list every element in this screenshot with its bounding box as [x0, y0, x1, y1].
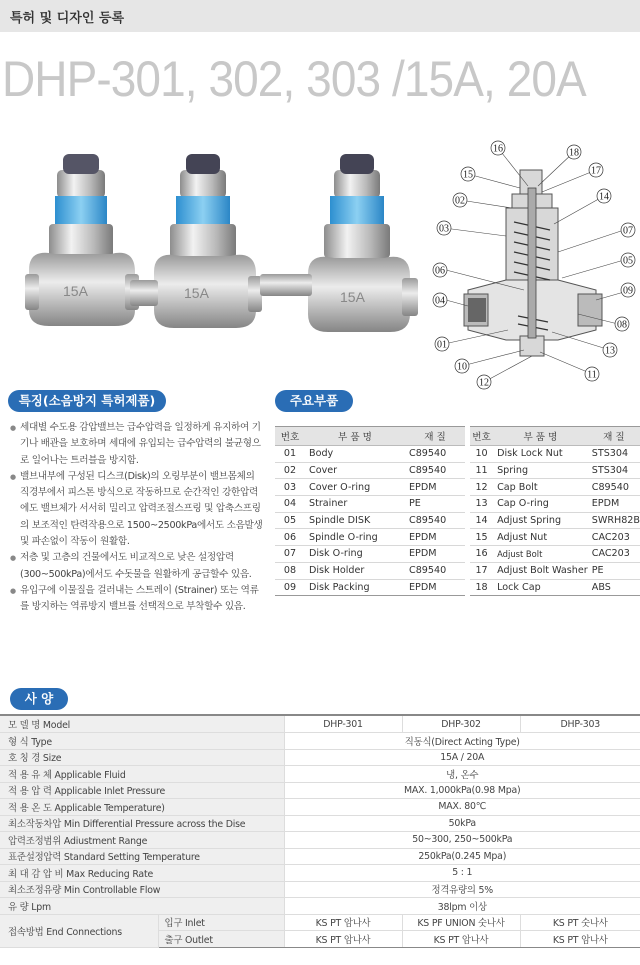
table-row: 08 Disk Holder C89540	[275, 562, 465, 579]
callout-18	[567, 145, 581, 159]
table-row: 06 Spindle O-ring EPDM	[275, 529, 465, 546]
features-list	[10, 420, 265, 616]
parts-header-row	[275, 427, 465, 446]
spec-row: 압력조정범위 Adiustment Range 50~300, 250~500kPa	[0, 832, 640, 849]
spec-row: 최소조정유량 Min Controllable Flow 정격유량의 5%	[0, 881, 640, 898]
cross-section-diagram	[428, 140, 640, 390]
features-heading: 특징(소음방지 특허제품)	[8, 390, 166, 412]
spec-row: 호 칭 경 Size 15A / 20A	[0, 749, 640, 766]
table-row: 03 Cover O-ring EPDM	[275, 479, 465, 496]
col-material: 재 질	[405, 427, 465, 446]
svg-text:04: 04	[435, 295, 445, 307]
callout-01	[435, 337, 449, 351]
spec-row-inlet: 접속방법 End Connections 입구 Inlet KS PT 암나사 KS PF UNION 숫나사 KS PT 숫나사	[0, 914, 640, 931]
callout-16	[491, 141, 505, 155]
svg-text:02: 02	[455, 195, 465, 207]
spec-heading: 사 양	[10, 688, 68, 710]
table-row: 18 Lock Cap ABS	[470, 579, 640, 596]
table-row: 02 Cover C89540	[275, 462, 465, 479]
col-material: 재 질	[588, 427, 640, 446]
spec-table	[0, 716, 640, 948]
table-row: 16 Adjust Bolt CAC203	[470, 546, 640, 563]
callout-11	[585, 367, 599, 381]
svg-text:17: 17	[591, 165, 601, 177]
parts-table-left	[275, 426, 465, 596]
callout-06	[433, 263, 447, 277]
spec-row: 적 용 압 력 Applicable Inlet Pressure MAX. 1,000kPa(0.98 Mpa)	[0, 782, 640, 799]
callout-07	[621, 223, 635, 237]
valve-photo-302	[130, 154, 262, 328]
spec-row: 적 용 온 도 Applicable Temperature) MAX. 80℃	[0, 799, 640, 816]
svg-text:08: 08	[617, 319, 627, 331]
callout-12	[477, 375, 491, 389]
category-bar	[0, 0, 640, 32]
feature-item: ● 유입구에 이물질을 걸러내는 스트레이 (Strainer) 또는 역류를 방지하는 역류방지 밸브를 선택적으로 부착할수 있음.	[10, 583, 265, 616]
table-row: 14 Adjust Spring SWRH82B	[470, 512, 640, 529]
svg-text:09: 09	[623, 285, 633, 297]
callout-04	[433, 293, 447, 307]
callout-09	[621, 283, 635, 297]
feature-item: ● 세대별 수도용 감압밸브는 급수압력을 일정하게 유지하여 기기나 배관을 보호하며 세대에 유입되는 급수압력의 불균형으로 일어나는 트러블을 방지함.	[10, 420, 265, 469]
callout-15	[461, 167, 475, 181]
svg-text:12: 12	[479, 377, 489, 389]
svg-text:05: 05	[623, 255, 633, 267]
callout-02	[453, 193, 467, 207]
svg-text:15: 15	[463, 169, 473, 181]
spec-row: 최소작동차압 Min Differential Pressure across the Dise 50kPa	[0, 815, 640, 832]
svg-text:13: 13	[605, 345, 615, 357]
callout-03	[437, 221, 451, 235]
parts-header-row	[470, 427, 640, 446]
table-row: 12 Cap Bolt C89540	[470, 479, 640, 496]
svg-text:18: 18	[569, 147, 579, 159]
table-row: 17 Adjust Bolt Washer PE	[470, 562, 640, 579]
svg-text:15A: 15A	[63, 283, 88, 299]
svg-text:03: 03	[439, 223, 449, 235]
spec-row: 유 량 Lpm 38lpm 이상	[0, 898, 640, 915]
col-part-name: 부 품 명	[493, 427, 588, 446]
table-row: 15 Adjust Nut CAC203	[470, 529, 640, 546]
spec-row: 형 식 Type 직동식(Direct Acting Type)	[0, 733, 640, 750]
callout-17	[589, 163, 603, 177]
feature-item: ● 저층 및 고층의 건물에서도 비교적으로 낮은 설정압력(300~500kPa)에서도 수돗물을 원활하게 공급할수 있음.	[10, 550, 265, 583]
feature-item: ● 밸브내부에 구성된 디스크(Disk)의 오링부분이 밸브몸체의 직경부에서 피스톤 방식으로 작동하므로 순간적인 강한압력에도 밸브체가 서서히 밀리고 압력조절스프링 및 압축스프링의 보조적인 탄력작용으로 1500~2500kPa에서도 소음발생 및 파손없이 작동이 원활함.	[10, 469, 265, 550]
svg-text:07: 07	[623, 225, 633, 237]
product-title: DHP-301, 302, 303 /15A, 20A	[2, 51, 586, 107]
col-part-name: 부 품 명	[305, 427, 405, 446]
valve-photo-301	[25, 154, 139, 326]
callout-10	[455, 359, 469, 373]
category-title: 특허 및 디자인 등록	[10, 11, 125, 26]
table-row: 11 Spring STS304	[470, 462, 640, 479]
svg-text:16: 16	[493, 143, 503, 155]
svg-text:01: 01	[437, 339, 447, 351]
spec-row: 적 용 유 체 Applicable Fluid 냉, 온수	[0, 766, 640, 783]
callout-14	[597, 189, 611, 203]
table-row: 07 Disk O-ring EPDM	[275, 546, 465, 563]
callout-05	[621, 253, 635, 267]
table-row: 13 Cap O-ring EPDM	[470, 496, 640, 513]
callout-13	[603, 343, 617, 357]
col-number: 번호	[470, 427, 493, 446]
table-row: 05 Spindle DISK C89540	[275, 512, 465, 529]
spec-row: 표준설정압력 Standard Setting Temperature 250kPa(0.245 Mpa)	[0, 848, 640, 865]
spec-row: 최 대 감 압 비 Max Reducing Rate 5 : 1	[0, 865, 640, 882]
product-photos	[0, 150, 430, 370]
col-number: 번호	[275, 427, 305, 446]
table-row: 09 Disk Packing EPDM	[275, 579, 465, 596]
svg-text:11: 11	[587, 369, 597, 381]
svg-text:15A: 15A	[340, 289, 365, 305]
callout-08	[615, 317, 629, 331]
table-row: 04 Strainer PE	[275, 496, 465, 513]
svg-text:15A: 15A	[184, 285, 209, 301]
spec-row-model: 모 델 명 Model DHP-301 DHP-302 DHP-303	[0, 716, 640, 733]
parts-table-right	[470, 426, 640, 596]
valve-photo-303	[260, 154, 418, 332]
svg-text:10: 10	[457, 361, 467, 373]
table-row: 01 Body C89540	[275, 446, 465, 463]
svg-text:06: 06	[435, 265, 445, 277]
parts-heading: 주요부품	[275, 390, 353, 412]
table-row: 10 Disk Lock Nut STS304	[470, 446, 640, 463]
spec-row-outlet: 출구 Outlet KS PT 암나사 KS PT 암나사 KS PT 암나사	[0, 931, 640, 948]
svg-text:14: 14	[599, 191, 609, 203]
